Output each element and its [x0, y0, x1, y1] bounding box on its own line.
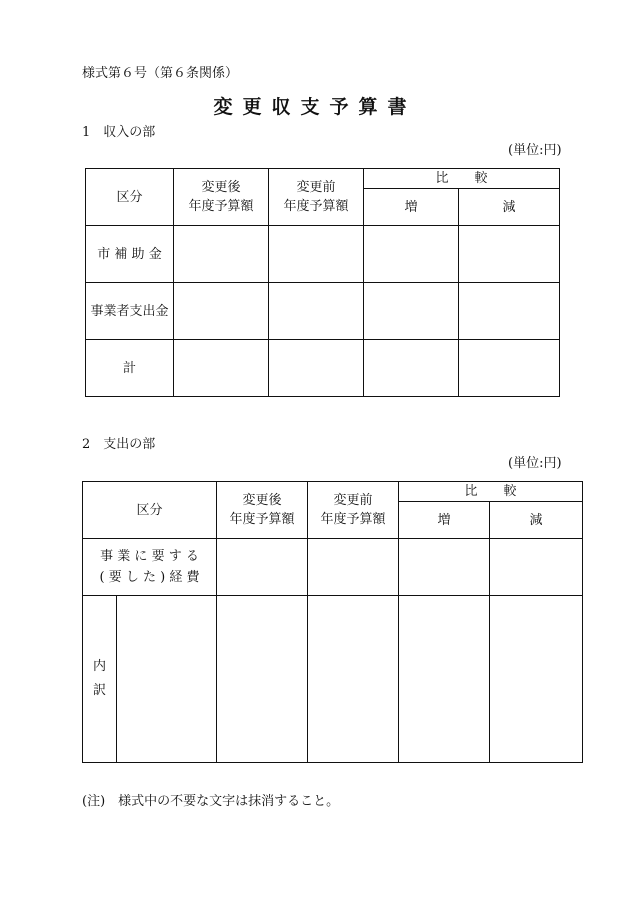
- footnote: (注) 様式中の不要な文字は抹消すること。: [82, 794, 340, 809]
- income-header-before: 変更前 年度予算額: [269, 169, 364, 226]
- table-cell: [399, 596, 490, 763]
- table-cell: [459, 340, 560, 397]
- table-row: [83, 539, 583, 596]
- table-cell: [269, 226, 364, 283]
- expense-header-before: 変更前 年度予算額: [308, 482, 399, 539]
- income-table: [85, 168, 560, 397]
- expense-table: [82, 481, 583, 763]
- expense-unit-label: (単位:円): [508, 456, 562, 471]
- table-cell: [117, 596, 217, 763]
- table-cell: [217, 539, 308, 596]
- expense-section-title: 2 支出の部: [82, 437, 156, 452]
- table-row: [86, 340, 560, 397]
- expense-header-increase: 増: [399, 502, 490, 539]
- expense-row-main-label: 事 業 に 要 す る ( 要 し た ) 経 費: [83, 539, 217, 596]
- table-cell: [490, 539, 583, 596]
- table-cell: [174, 340, 269, 397]
- table-cell: [308, 596, 399, 763]
- table-row: [86, 226, 560, 283]
- table-cell: [490, 596, 583, 763]
- table-row: [86, 283, 560, 340]
- table-cell: [269, 283, 364, 340]
- table-cell: [459, 226, 560, 283]
- table-cell: [308, 539, 399, 596]
- expense-breakdown-label: 内 訳: [83, 596, 117, 763]
- income-header-after: 変更後 年度予算額: [174, 169, 269, 226]
- income-header-increase: 増: [364, 189, 459, 226]
- table-cell: [269, 340, 364, 397]
- income-row-label: 計: [86, 340, 174, 397]
- income-row-label: 市 補 助 金: [86, 226, 174, 283]
- expense-header-after: 変更後 年度予算額: [217, 482, 308, 539]
- table-cell: [399, 539, 490, 596]
- income-unit-label: (単位:円): [508, 143, 562, 158]
- expense-header-compare: 比 較: [399, 482, 583, 502]
- income-section-title: 1 収入の部: [82, 125, 156, 140]
- table-cell: [459, 283, 560, 340]
- table-row: [83, 596, 583, 763]
- form-number: 様式第６号（第６条関係）: [82, 66, 239, 81]
- income-header-compare: 比 較: [364, 169, 560, 189]
- income-header-category: 区分: [86, 169, 174, 226]
- income-header-decrease: 減: [459, 189, 560, 226]
- table-cell: [174, 226, 269, 283]
- expense-header-decrease: 減: [490, 502, 583, 539]
- expense-header-category: 区分: [83, 482, 217, 539]
- table-cell: [364, 283, 459, 340]
- table-cell: [364, 340, 459, 397]
- table-cell: [174, 283, 269, 340]
- table-cell: [217, 596, 308, 763]
- document-title: 変更収支予算書: [213, 96, 417, 118]
- income-row-label: 事業者支出金: [86, 283, 174, 340]
- table-cell: [364, 226, 459, 283]
